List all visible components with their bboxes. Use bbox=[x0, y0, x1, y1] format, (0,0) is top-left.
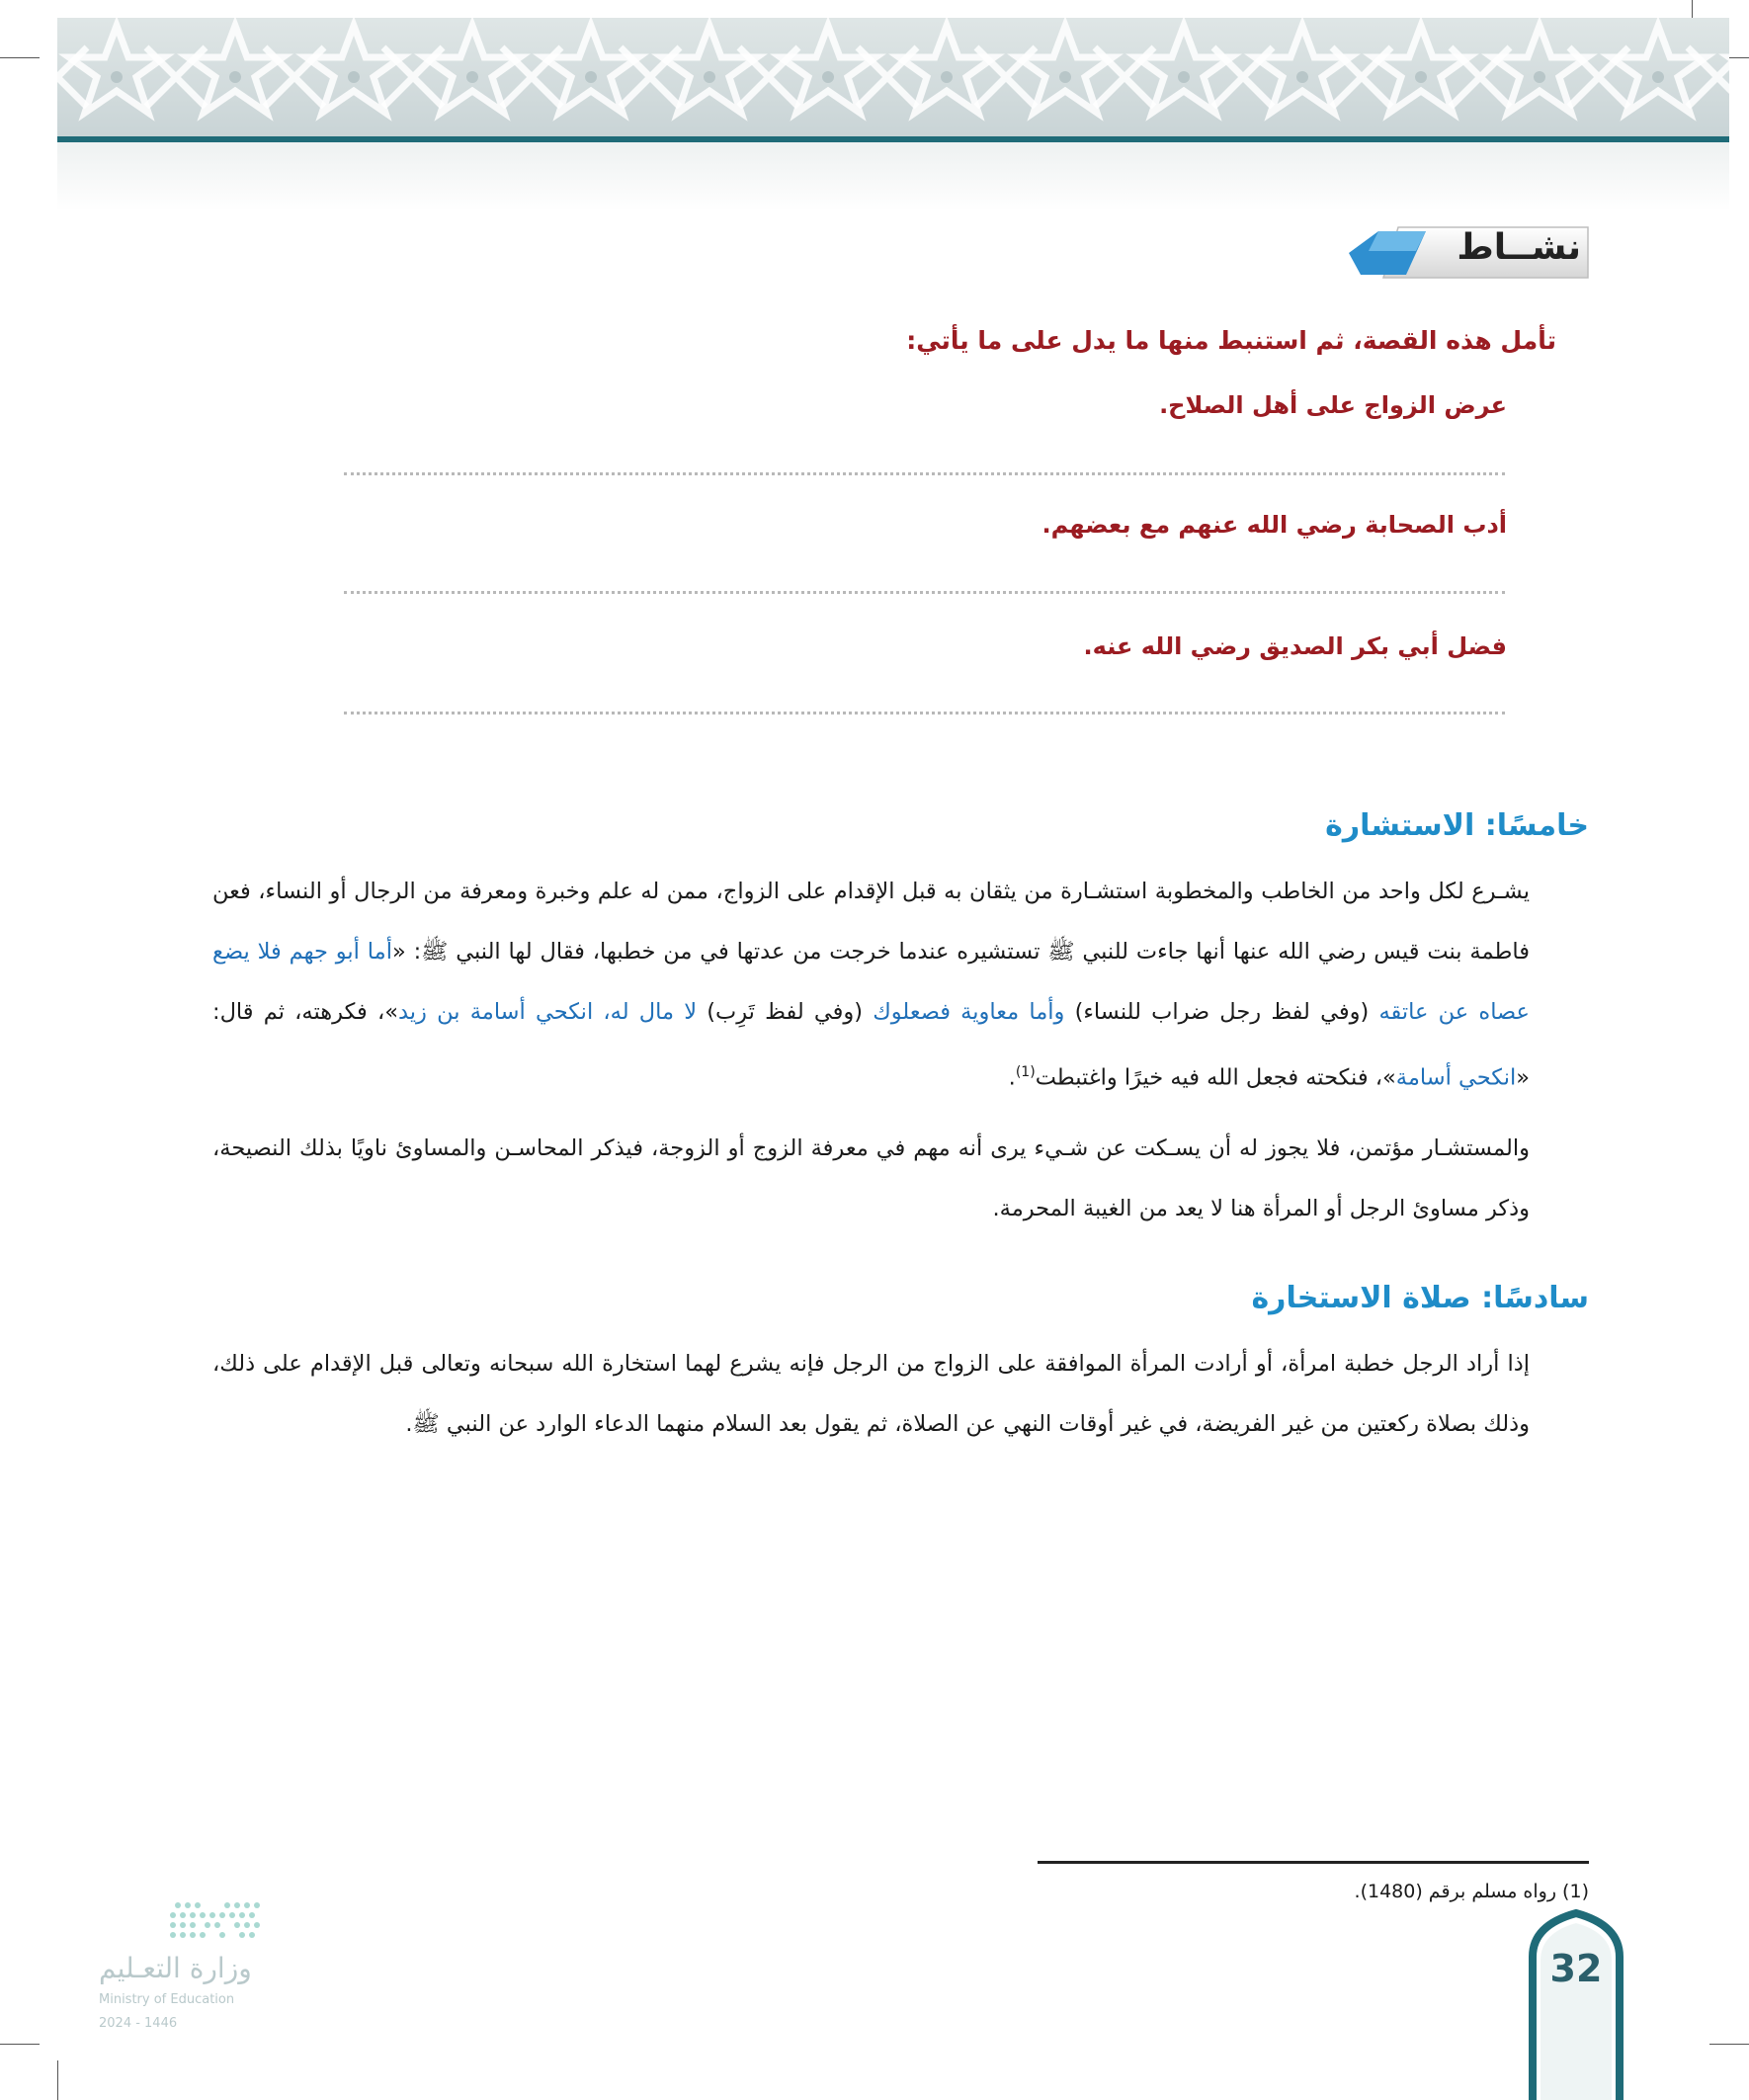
footnote-divider bbox=[1038, 1861, 1589, 1864]
hadith-quote: انكحي أسامة bbox=[1395, 1064, 1517, 1091]
text-run: . bbox=[1008, 1064, 1016, 1091]
crop-mark bbox=[0, 2044, 40, 2045]
question-item: عرض الزواج على أهل الصلاح. bbox=[1159, 391, 1507, 419]
hadith-quote: لا مال له، انكحي أسامة بن زيد bbox=[397, 999, 698, 1025]
hadith-quote: وأما معاوية فصعلوك bbox=[873, 999, 1065, 1025]
answer-line[interactable] bbox=[344, 591, 1505, 594]
header-banner bbox=[57, 18, 1729, 136]
footnote-ref[interactable]: (1) bbox=[1015, 1064, 1036, 1080]
answer-line[interactable] bbox=[344, 472, 1505, 475]
header-shadow bbox=[57, 142, 1729, 211]
ministry-year: 2024 - 1446 bbox=[99, 2016, 178, 2031]
question-item: أدب الصحابة رضي الله عنهم مع بعضهم. bbox=[1041, 511, 1507, 539]
crop-mark bbox=[1709, 2044, 1749, 2045]
answer-line[interactable] bbox=[344, 712, 1505, 714]
text-run: (وفي لفظ تَرِب) bbox=[697, 999, 874, 1025]
ministry-name-en: Ministry of Education bbox=[99, 1992, 235, 2007]
activity-title: نشــاط bbox=[1457, 227, 1581, 268]
text-run: يشـرع لكل واحد من الخاطب والمخطوبة استشـارة من يثقان به قبل الإقدام على الزواج، ممن له علم وخبرة ومعرفة من الرجال أو النساء، فعن فاطمة بنت قيس رضي الله عنها أنها جاءت للنبي ﷺ تستشيره عندما خرجت من عدتها في من خطبها، فقال لها النبي ﷺ: « bbox=[212, 879, 1530, 965]
footnote: (1) رواه مسلم برقم (1480). bbox=[1354, 1881, 1589, 1902]
question-item: فضل أبي بكر الصديق رضي الله عنه. bbox=[1083, 632, 1507, 660]
consultation-paragraph bbox=[212, 862, 1530, 1109]
crop-mark bbox=[1692, 0, 1693, 18]
crop-mark bbox=[57, 2060, 58, 2100]
consultation-paragraph-2: والمستشـار مؤتمن، فلا يجوز له أن يسـكت عن شـيء يرى أنه مهم في معرفة الزوج أو الزوجة، فيذكر المحاسـن والمساوئ ناويًا بذلك النصيحة، وذكر مساوئ الرجل أو المرأة هنا لا يعد من الغيبة المحرمة. bbox=[212, 1135, 1530, 1221]
text-run: »، فكرهته، ثم قال: « bbox=[212, 999, 1530, 1091]
istikhara-paragraph: إذا أراد الرجل خطبة امرأة، أو أرادت المرأة الموافقة على الزواج من الرجل فإنه يشرع لهما استخارة الله سبحانه وتعالى قبل الإقدام على ذلك، وذلك بصلاة ركعتين من غير الفريضة، في غير أوقات النهي عن الصلاة، ثم يقول بعد السلام منهما الدعاء الوارد عن النبي ﷺ. bbox=[212, 1351, 1530, 1437]
text-run: »، فنكحته فجعل الله فيه خيرًا واغتبطت bbox=[1035, 1064, 1396, 1091]
ministry-name-ar: وزارة التعـليم bbox=[99, 1952, 252, 1984]
hadith-quote: أما أبو جهم فلا يضع عصاه عن عاتقه bbox=[212, 939, 1530, 1025]
section-title-consultation: خامسًا: الاستشارة bbox=[1325, 808, 1589, 843]
page-number-tab-icon bbox=[1527, 1907, 1625, 2100]
text-run: (وفي لفظ رجل ضراب للنساء) bbox=[1064, 999, 1379, 1025]
page-number: 32 bbox=[1549, 1947, 1603, 1990]
geometric-pattern-icon bbox=[57, 18, 1729, 136]
crop-mark bbox=[0, 57, 40, 58]
section-title-istikhara: سادسًا: صلاة الاستخارة bbox=[1251, 1281, 1589, 1315]
activity-prompt: تأمل هذه القصة، ثم استنبط منها ما يدل على ما يأتي: bbox=[906, 326, 1556, 355]
